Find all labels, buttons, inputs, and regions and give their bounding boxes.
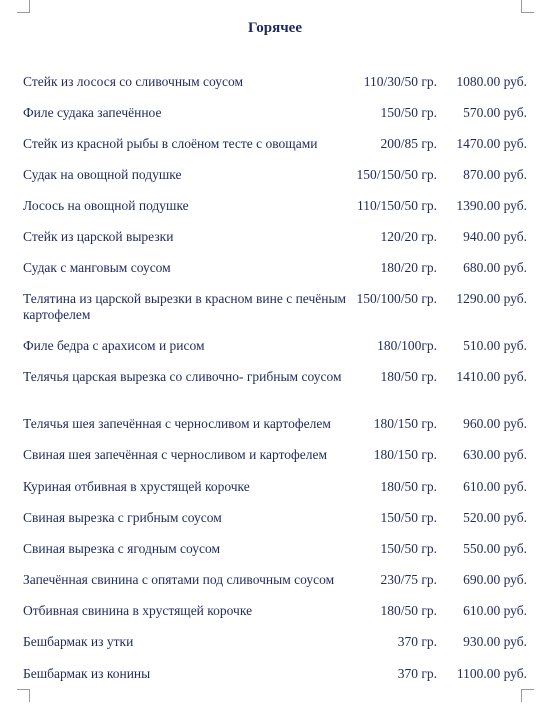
menu-item-price: 870.00 руб. (463, 167, 527, 182)
menu-item-name: Судак на овощной подушке (23, 167, 182, 182)
menu-item-name: Куриная отбивная в хрустящей корочке (23, 479, 250, 494)
menu-item-name: Стейк из лосося со сливочным соусом (23, 74, 244, 89)
menu-item-name: Запечённая свинина с опятами под сливочным соусом (23, 572, 335, 587)
menu-item-price: 610.00 руб. (463, 603, 527, 618)
menu-item-name: Филе судака запечённое (23, 105, 162, 120)
menu-item-weight: 110/150/50 гр. (356, 198, 437, 213)
menu-item-price: 1080.00 руб. (456, 74, 527, 89)
menu-item-price: 960.00 руб. (463, 416, 527, 431)
menu-item-weight: 110/30/50 гр. (363, 74, 437, 89)
menu-item-weight: 370 гр. (397, 666, 437, 681)
menu-item-name: Бешбармак из конины (23, 666, 151, 681)
menu-item-name: Телячья шея запечённая с черносливом и картофелем (23, 416, 331, 431)
menu-item-weight: 370 гр. (397, 634, 437, 649)
menu-item-weight: 150/50 гр. (380, 541, 437, 556)
menu-item-weight: 180/150 гр. (373, 416, 437, 431)
menu-item-weight: 180/150 гр. (373, 447, 437, 462)
menu-item-name: Свиная вырезка с грибным соусом (23, 510, 222, 525)
menu-item-weight: 150/50 гр. (380, 510, 437, 525)
menu-item-weight: 150/50 гр. (380, 105, 437, 120)
menu-item-name: Судак с манговым соусом (23, 260, 171, 275)
menu-item-weight: 180/50 гр. (380, 479, 437, 494)
menu-item-name: Отбивная свинина в хрустящей корочке (23, 603, 253, 618)
menu-item-price: 680.00 руб. (463, 260, 527, 275)
menu-item-name: Бешбармак из утки (23, 634, 134, 649)
menu-item-name: Телятина из царской вырезки в красном вине с печёным картофелем (23, 291, 347, 322)
menu-item-price: 940.00 руб. (463, 229, 527, 244)
menu-item-price: 1100.00 руб. (456, 666, 527, 681)
menu-item-name: Филе бедра с арахисом и рисом (23, 338, 205, 353)
menu-item-weight: 180/100гр. (377, 338, 437, 353)
menu-item-weight: 150/150/50 гр. (356, 167, 437, 182)
menu-item-name: Свиная шея запечённая с черносливом и картофелем (23, 447, 328, 462)
menu-item-name: Свиная вырезка с ягодным соусом (23, 541, 221, 556)
menu-item-price: 1410.00 руб. (456, 369, 527, 384)
menu-item-weight: 200/85 гр. (380, 136, 437, 151)
menu-item-price: 520.00 руб. (463, 510, 527, 525)
menu-item-price: 1470.00 руб. (456, 136, 527, 151)
crop-mark-top-right (521, 0, 534, 13)
menu-item-name: Стейк из царской вырезки (23, 229, 174, 244)
menu-item-price: 1390.00 руб. (456, 198, 527, 213)
menu-item-weight: 180/20 гр. (380, 260, 437, 275)
menu-item-price: 570.00 руб. (463, 105, 527, 120)
menu-item-price: 630.00 руб. (463, 447, 527, 462)
menu-item-price: 510.00 руб. (463, 338, 527, 353)
menu-item-weight: 180/50 гр. (380, 369, 437, 384)
crop-mark-bottom-left (17, 689, 30, 702)
menu-item-price: 550.00 руб. (463, 541, 527, 556)
menu-item-name: Стейк из красной рыбы в слоёном тесте с овощами (23, 136, 318, 151)
menu-item-weight: 150/100/50 гр. (356, 291, 437, 306)
menu-item-weight: 230/75 гр. (380, 572, 437, 587)
menu-item-name: Лосось на овощной подушке (23, 198, 189, 213)
menu-item-price: 1290.00 руб. (456, 291, 527, 306)
menu-item-price: 690.00 руб. (463, 572, 527, 587)
crop-mark-bottom-right (521, 689, 534, 702)
menu-item-weight: 120/20 гр. (380, 229, 437, 244)
menu-item-price: 930.00 руб. (463, 634, 527, 649)
menu-item-price: 610.00 руб. (463, 479, 527, 494)
menu-item-weight: 180/50 гр. (380, 603, 437, 618)
crop-mark-top-left (17, 0, 30, 13)
menu-item-name: Телячья царская вырезка со сливочно- грибным соусом (23, 369, 342, 384)
page-title: Горячее (248, 20, 302, 36)
